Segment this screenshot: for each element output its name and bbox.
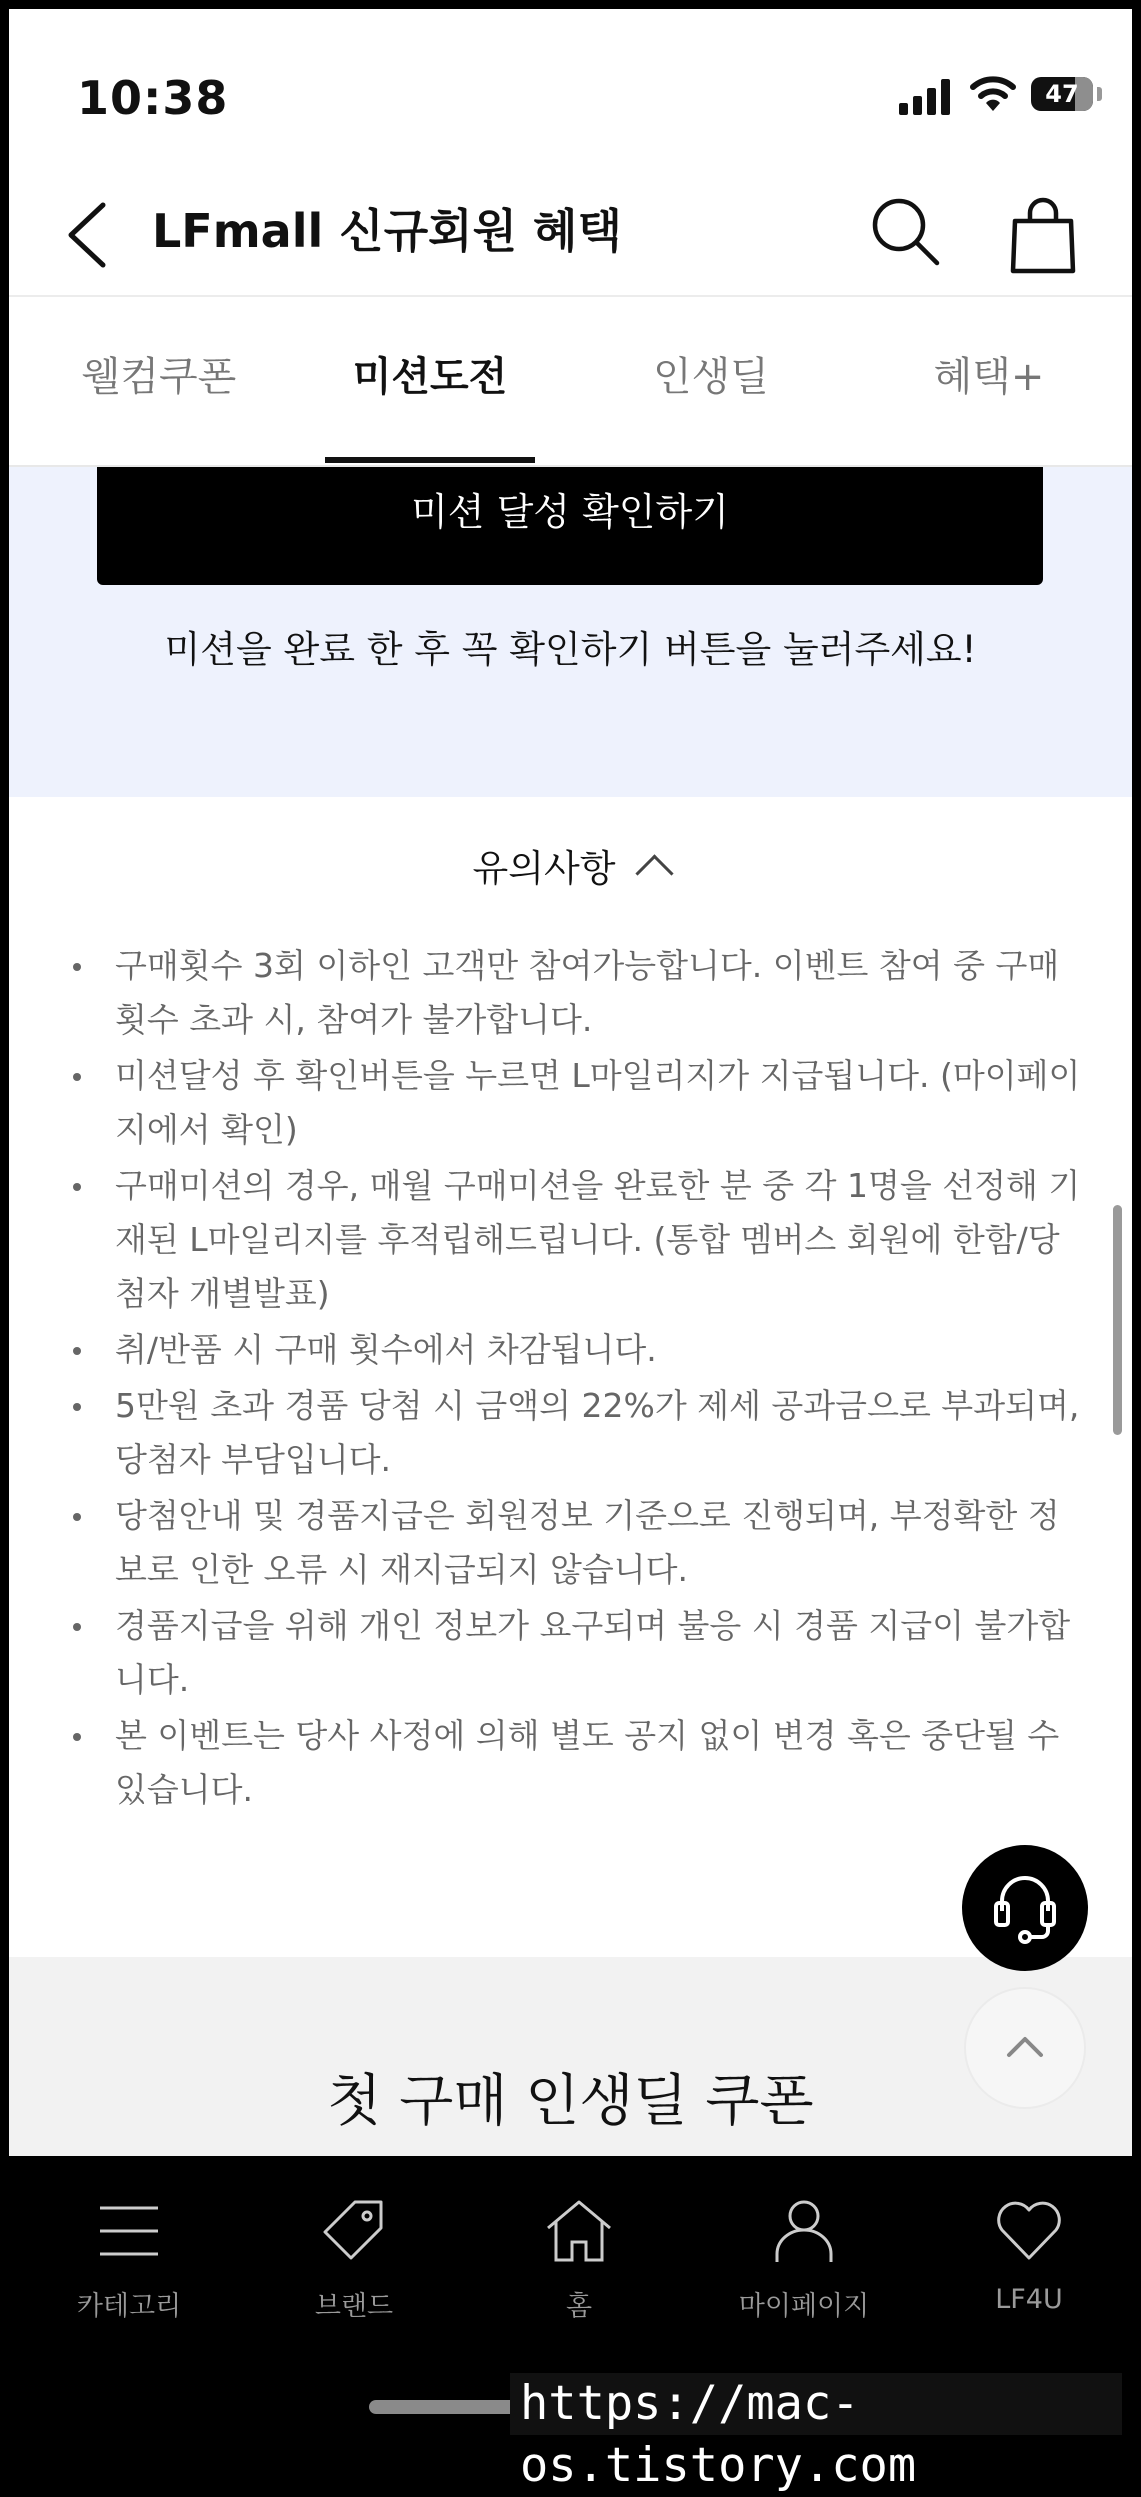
heart-icon xyxy=(994,2196,1064,2266)
mission-note: 미션을 완료 한 후 꼭 확인하기 버튼을 눌러주세요! xyxy=(164,628,977,671)
nav-brand[interactable] xyxy=(254,2196,454,2336)
customer-service-button[interactable] xyxy=(962,1845,1088,1971)
notice-title: 유의사항 xyxy=(472,847,616,890)
nav-lf4u[interactable] xyxy=(929,2196,1129,2336)
tab-welcome-coupon[interactable]: 웰컴쿠폰 xyxy=(81,354,237,400)
status-bar xyxy=(9,9,1132,169)
chevron-up-icon xyxy=(966,1989,1084,2107)
nav-label: 브랜드 xyxy=(314,2291,394,2322)
tag-icon xyxy=(319,2196,389,2266)
watermark: https://mac-os.tistory.com xyxy=(510,2373,1122,2435)
notice-item: 당첨안내 및 경품지급은 회원정보 기준으로 진행되며, 부정확한 정보로 인한 오류 시 재지급되지 않습니다. xyxy=(63,1489,1083,1597)
wifi-icon xyxy=(969,73,1017,113)
nav-label: 마이페이지 xyxy=(738,2291,870,2322)
battery-level: 47 xyxy=(1045,80,1079,108)
battery-icon xyxy=(1031,77,1093,111)
notice-item: 미션달성 후 확인버튼을 누르면 L마일리지가 지급됩니다. (마이페이지에서 확인) xyxy=(63,1049,1083,1157)
chevron-up-icon xyxy=(636,854,674,892)
battery-cap xyxy=(1097,87,1102,101)
deal-section-title: 첫 구매 인생딜 쿠폰 xyxy=(327,2069,814,2134)
nav-label: 카테고리 xyxy=(76,2291,182,2322)
notice-item: 취/반품 시 구매 횟수에서 차감됩니다. xyxy=(63,1323,1083,1377)
notice-item: 구매미션의 경우, 매월 구매미션을 완료한 분 중 각 1명을 선정해 기재된 L마일리지를 후적립해드립니다. (통합 멤버스 회원에 한함/당첨자 개별발표) xyxy=(63,1159,1083,1321)
nav-home[interactable] xyxy=(479,2196,679,2336)
back-button[interactable] xyxy=(53,195,123,275)
person-icon xyxy=(769,2196,839,2266)
notice-toggle[interactable] xyxy=(9,839,1132,899)
notice-item: 5만원 초과 경품 당첨 시 금액의 22%가 제세 공과금으로 부과되며, 당첨자 부담입니다. xyxy=(63,1379,1083,1487)
nav-label: LF4U xyxy=(995,2284,1063,2315)
life-deal-section xyxy=(9,1957,1132,2157)
app-screen xyxy=(9,9,1132,2445)
tab-mission-challenge[interactable]: 미션도전 xyxy=(352,354,508,400)
scrollbar[interactable] xyxy=(1113,1205,1122,1435)
tab-benefit-plus[interactable]: 혜택+ xyxy=(933,354,1045,400)
search-icon[interactable] xyxy=(867,193,943,269)
notice-item: 구매횟수 3회 이하인 고객만 참여가능합니다. 이벤트 참여 중 구매횟수 초과 시, 참여가 불가합니다. xyxy=(63,939,1083,1047)
notice-item: 본 이벤트는 당사 사정에 의해 별도 공지 없이 변경 혹은 중단될 수 있습니다. xyxy=(63,1709,1083,1817)
shopping-bag-icon[interactable] xyxy=(1005,193,1081,277)
mission-section xyxy=(9,467,1132,797)
nav-label: 홈 xyxy=(565,2291,593,2322)
mission-check-button[interactable]: 미션 달성 확인하기 xyxy=(97,467,1043,585)
home-icon xyxy=(544,2196,614,2266)
notice-item: 경품지급을 위해 개인 정보가 요구되며 불응 시 경품 지급이 불가합니다. xyxy=(63,1599,1083,1707)
nav-mypage[interactable] xyxy=(704,2196,904,2336)
tab-life-deal[interactable]: 인생딜 xyxy=(653,354,769,400)
scroll-to-top-button[interactable] xyxy=(964,1987,1086,2109)
nav-category[interactable] xyxy=(29,2196,229,2336)
page-title: LFmall 신규회원 혜택 xyxy=(152,204,622,258)
top-app-bar xyxy=(9,169,1132,297)
active-tab-indicator xyxy=(325,457,535,463)
headset-icon xyxy=(962,1845,1088,1971)
tab-bar xyxy=(9,297,1132,467)
notice-list xyxy=(63,939,1083,1819)
menu-icon xyxy=(94,2196,164,2266)
cellular-signal-icon xyxy=(899,79,953,115)
status-time: 10:38 xyxy=(77,71,229,125)
